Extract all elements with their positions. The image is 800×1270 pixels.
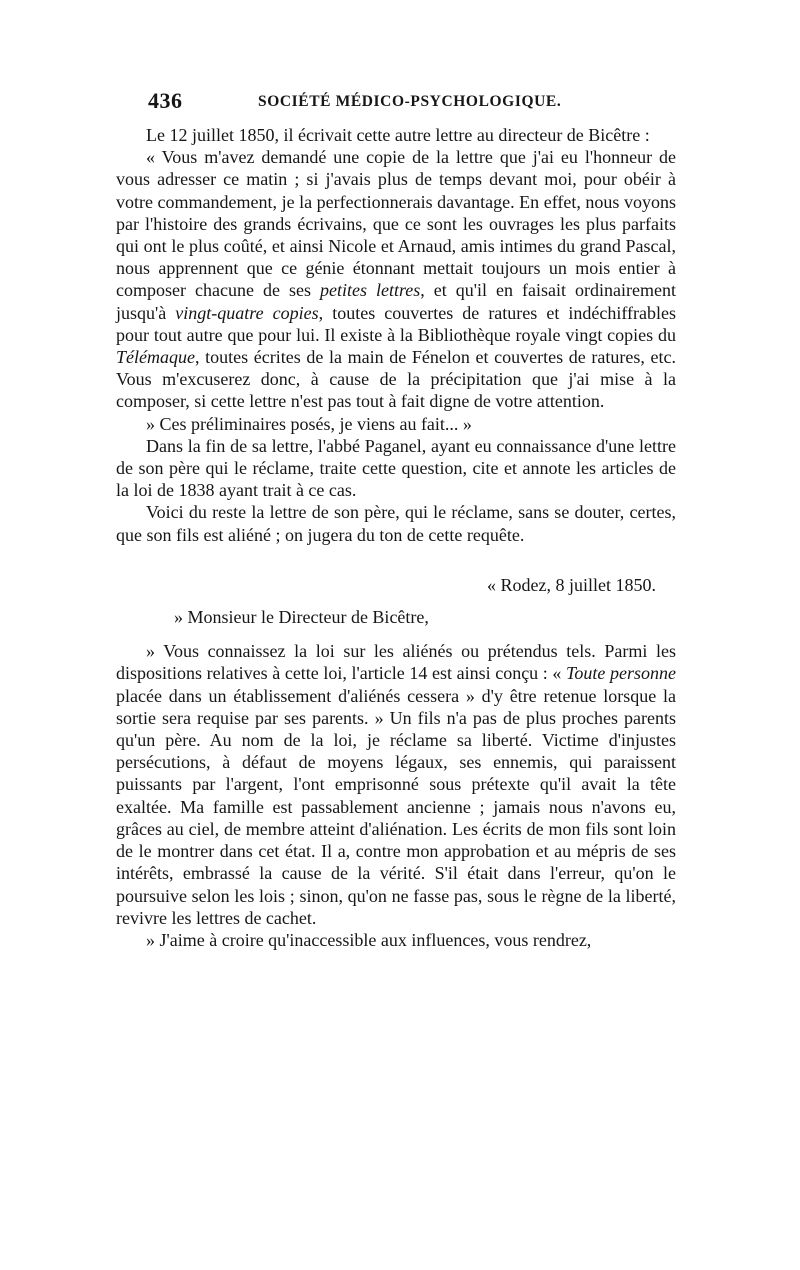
paragraph-closing: » J'aime à croire qu'inaccessible aux influences, vous rendrez,	[146, 929, 592, 950]
paragraph-letter-quote	[116, 146, 676, 412]
paragraph-preliminaries: » Ces préliminaires posés, je viens au fait... »	[146, 413, 472, 434]
letter-text: « Vous m'avez demandé une copie de la lettre que j'ai eu l'honneur de vous adresser ce matin ; si j'avais plus de temps devant moi, pour obéir à votre commandement, je la perfectionnerais davantage. En effet, nous voyons par l'histoire des grands écrivains, que ce sont les ouvrages les plus parfaits qui ont le plus coûté, et ainsi Nicole et Arnaud, amis intimes du grand Pascal, nous apprennent que ce génie étonnant mettait toujours un mois entier à composer chacune de ses	[116, 147, 676, 301]
paragraph-father-letter-intro: Voici du reste la lettre de son père, qui le réclame, sans se douter, certes, que son fils est aliéné ; on jugera du ton de cette requête.	[116, 502, 676, 545]
paragraph-intro: Le 12 juillet 1850, il écrivait cette autre lettre au directeur de Bicêtre :	[146, 125, 650, 145]
page-header	[148, 88, 672, 114]
letter-text: placée dans un établissement d'aliénés cessera » d'y être retenue lorsque la sortie sera requise par ses parents. » Un fils n'a pas de plus proches parents qu'un père. Au nom de la loi, je réclame sa liberté. Victime d'injustes persécutions, à défaut de moyens légaux, ses ennemis, qui paraissent puissants par l'argent, l'ont emprisonné sous prétexte qu'il avait la tête exaltée. Ma famille est passablement ancienne ; jamais nous n'avons eu, grâces au ciel, de membre atteint d'aliénation. Les écrits de mon fils sont loin de le montrer dans cet état. Il a, contre mon approbation et au mépris de ses intérêts, embrassé la cause de la vérité. S'il était dans l'erreur, qu'on le poursuive selon les lois ; sinon, qu'on ne fasse pas, sous le règne de la liberté, revivre les lettres de cachet.	[116, 685, 676, 928]
italic-title-petites-lettres: petites lettres	[319, 280, 421, 301]
paragraph-paganel: Dans la fin de sa lettre, l'abbé Paganel, ayant eu connaissance d'une lettre de son père qui le réclame, traite cette question, cite et annote les articles de la loi de 1838 ayant trait à ce cas.	[116, 435, 676, 501]
italic-title-telemaque: Télémaque	[116, 347, 195, 368]
italic-phrase-toute-personne: Toute personne	[566, 663, 676, 684]
letter-text: , toutes écrites de la main de Fénelon et couvertes de ratures, etc. Vous m'excuserez donc, à cause de la précipitation que j'ai mise à la composer, si cette lettre n'est pas tout à fait digne de votre attention.	[116, 347, 676, 412]
letter-text: , toutes couvertes de ratures et indéchiffrables pour tout autre que pour lui. Il existe à la Bibliothèque royale vingt copies du	[116, 302, 676, 345]
letter-salutation: » Monsieur le Directeur de Bicêtre,	[174, 607, 429, 628]
paragraph-father-letter	[116, 640, 676, 929]
letter-text: » Vous connaissez la loi sur les aliénés ou prétendus tels. Parmi les dispositions relatives à cette loi, l'article 14 est ainsi conçu : «	[116, 641, 676, 684]
body-text	[116, 124, 676, 951]
page-number: 436	[148, 88, 183, 113]
italic-phrase-copies: vingt-quatre copies	[175, 302, 319, 323]
letter-text: , et qu'il en faisait ordinairement jusqu'à	[116, 280, 677, 323]
running-head: SOCIÉTÉ MÉDICO-PSYCHOLOGIQUE.	[258, 93, 562, 110]
letter-place-date: « Rodez, 8 juillet 1850.	[487, 574, 656, 595]
